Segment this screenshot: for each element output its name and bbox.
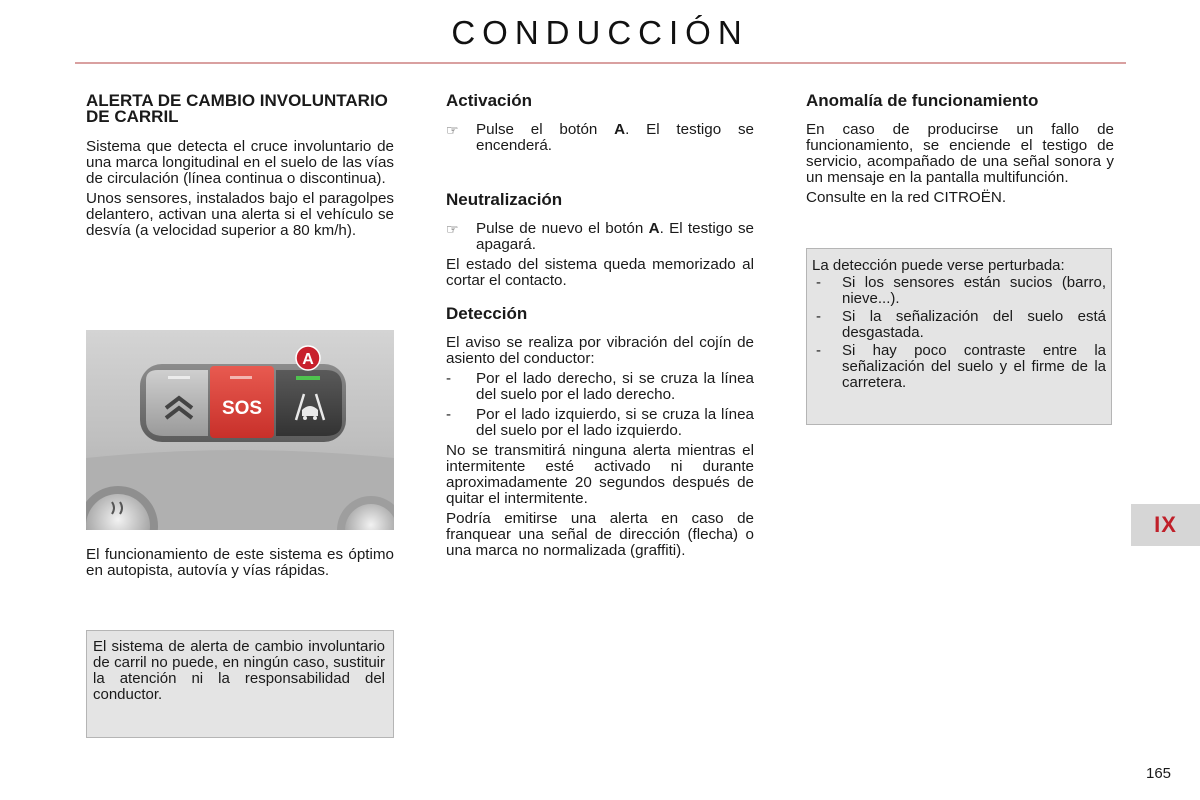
sensors-paragraph: Unos sensores, instalados bajo el paragolpes delantero, activan una alerta si el vehículo se desvía (a velocidad superior a 80 km/h). (86, 190, 394, 239)
list-item-dirty-sensors: - Si los sensores están sucios (barro, nieve...). (816, 274, 1106, 307)
citroen-logo-button (146, 370, 208, 436)
disturbance-intro: La detección puede verse perturbada: (812, 257, 1065, 274)
activation-instruction: ☞ Pulse el botón A. El testigo se encenderá. (446, 121, 754, 154)
badge-a (296, 346, 320, 370)
heading-neutralization: Neutralización (446, 190, 563, 209)
dashboard-buttons-photo (86, 330, 394, 530)
memorized-state-paragraph: El estado del sistema queda memorizado al cortar el contacto. (446, 256, 754, 289)
lane-departure-button (276, 370, 342, 436)
pointing-hand-icon: ☞ (446, 122, 459, 138)
list-item-right-side: - Por el lado derecho, si se cruza la línea del suelo por el lado derecho. (446, 370, 754, 403)
heading-malfunction: Anomalía de funcionamiento (806, 91, 1039, 110)
false-alert-paragraph: Podría emitirse una alerta en caso de franquear una señal de dirección (flecha) o una marca no normalizada (graffiti). (446, 510, 754, 559)
vibration-paragraph: El aviso se realiza por vibración del cojín de asiento del conductor: (446, 334, 754, 367)
section-heading-lane-alert: ALERTA DE CAMBIO INVOLUNTARIO DE CARRIL (86, 91, 388, 126)
detection-disturbance-box (806, 248, 1112, 425)
intro-paragraph: Sistema que detecta el cruce involuntario de una marca longitudinal en el suelo de las vías de circulación (línea continua o discontinua). (86, 138, 394, 187)
column-lane-alert-lower (86, 547, 394, 583)
malfunction-paragraph: En caso de producirse un fallo de funcionamiento, se enciende el testigo de servicio, acompañado de una señal sonora y un mensaje en la pantalla multifunción. (806, 121, 1114, 186)
heading-detection: Detección (446, 304, 528, 323)
dealer-paragraph: Consulte en la red CITROËN. (806, 189, 1007, 206)
list-item-worn-markings: - Si la señalización del suelo está desgastada. (816, 308, 1106, 341)
column-operation (446, 92, 754, 563)
column-malfunction (806, 92, 1114, 210)
sos-label: SOS (221, 398, 263, 419)
optimal-conditions-paragraph: El funcionamiento de este sistema es óptimo en autopista, autovía y vías rápidas. (86, 546, 394, 579)
neutralization-instruction: ☞ Pulse de nuevo el botón A. El testigo se apagará. (446, 220, 754, 253)
sos-button (210, 366, 274, 438)
indicator-exception-paragraph: No se transmitirá ninguna alerta mientras el intermitente esté activado ni durante aproximadamente 20 segundos después de quitar el intermitente. (446, 442, 754, 507)
warning-note-box (86, 630, 394, 738)
page-number: 165 (1146, 765, 1172, 782)
list-item-left-side: - Por el lado izquierdo, si se cruza la línea del suelo por el lado izquierdo. (446, 406, 754, 439)
column-lane-alert (86, 92, 394, 243)
badge-a-label: A (302, 351, 314, 368)
chapter-tab: IX (1131, 504, 1200, 546)
list-item-low-contrast: - Si hay poco contraste entre la señalización del suelo y el firme de la carretera. (816, 342, 1106, 391)
page-title: CONDUCCIÓN (451, 14, 749, 51)
title-rule (75, 62, 1126, 64)
heading-activation: Activación (446, 91, 532, 110)
warning-note-text: El sistema de alerta de cambio involuntario de carril no puede, en ningún caso, sustituir la atención ni la responsabilidad del conductor. (93, 638, 385, 703)
pointing-hand-icon: ☞ (446, 221, 459, 237)
indicator-light (296, 376, 320, 380)
